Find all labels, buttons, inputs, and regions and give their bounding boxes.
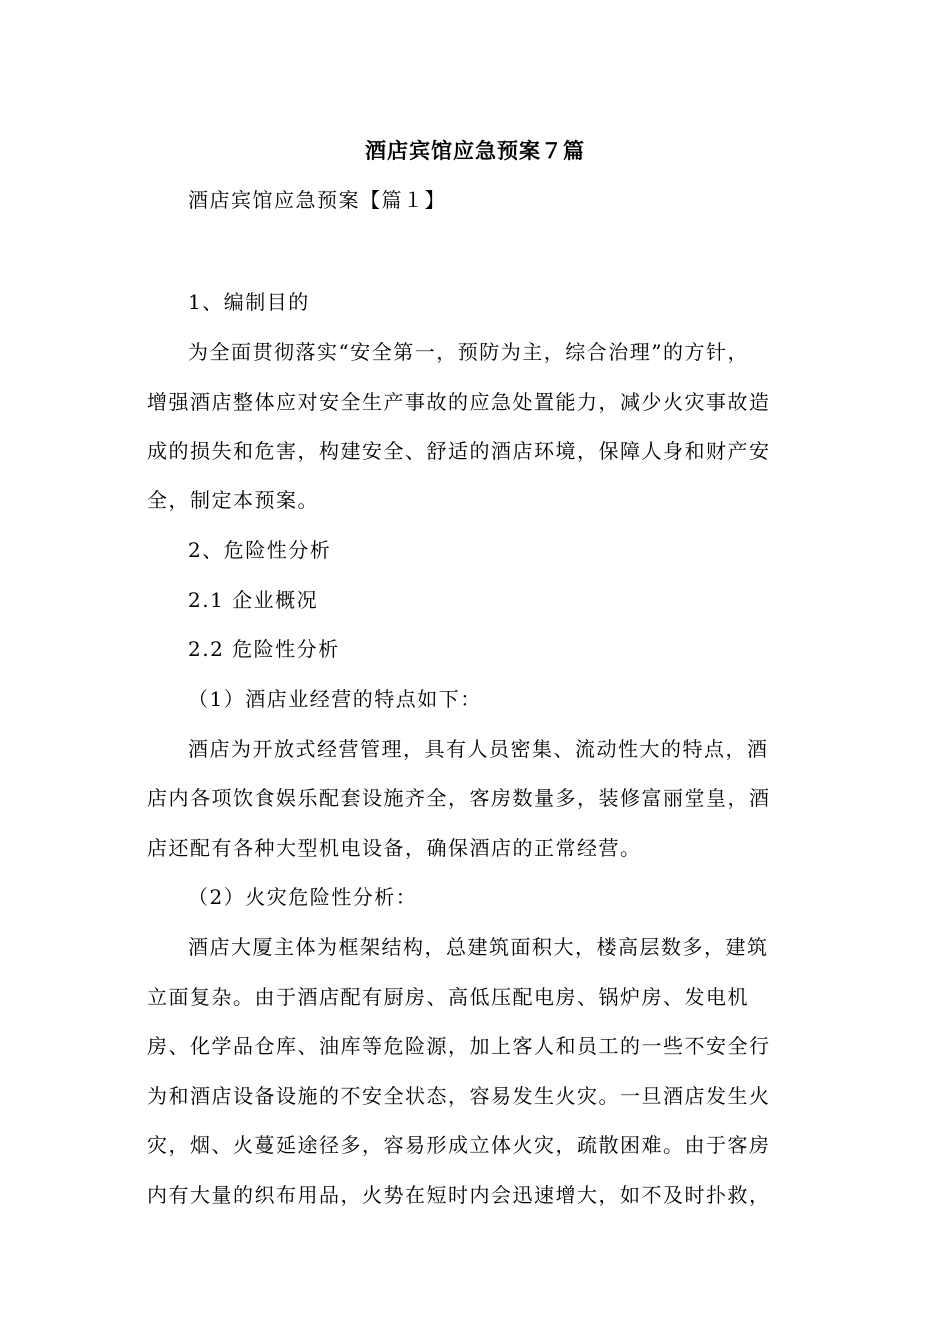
section-1-paragraph-line: 全，制定本预案。	[147, 488, 319, 512]
item-2-paragraph-line: 立面复杂。由于酒店配有厨房、高低压配电房、锅炉房、发电机	[147, 985, 749, 1009]
section-1-paragraph-line: 增强酒店整体应对安全生产事故的应急处置能力，减少火灾事故造	[147, 390, 771, 414]
item-1-heading: （1）酒店业经营的特点如下：	[188, 687, 482, 711]
section-1-paragraph-line: 为全面贯彻落实“安全第一，预防为主，综合治理”的方针，	[188, 340, 749, 364]
section-2-2-heading: 2.2 危险性分析	[188, 637, 340, 661]
item-2-paragraph-line: 为和酒店设备设施的不安全状态，容易发生火灾。一旦酒店发生火	[147, 1084, 771, 1108]
item-2-heading: （2）火灾危险性分析：	[188, 885, 418, 909]
section-1-heading: 1、编制目的	[188, 290, 310, 314]
section-2-heading: 2、危险性分析	[188, 538, 332, 562]
section-2-1-heading: 2.1 企业概况	[188, 588, 319, 612]
document-subtitle: 酒店宾馆应急预案【篇１】	[188, 188, 446, 212]
item-2-paragraph-line: 灾，烟、火蔓延途径多，容易形成立体火灾，疏散困难。由于客房	[147, 1133, 771, 1157]
item-1-paragraph-line: 店内各项饮食娱乐配套设施齐全，客房数量多，装修富丽堂皇，酒	[147, 786, 771, 810]
document-title: 酒店宾馆应急预案７篇	[365, 139, 585, 163]
item-2-paragraph-line: 酒店大厦主体为框架结构，总建筑面积大，楼高层数多，建筑	[188, 935, 769, 959]
item-2-paragraph-line: 房、化学品仓库、油库等危险源，加上客人和员工的一些不安全行	[147, 1034, 771, 1058]
item-1-paragraph-line: 酒店为开放式经营管理，具有人员密集、流动性大的特点，酒	[188, 737, 769, 761]
section-1-paragraph-line: 成的损失和危害，构建安全、舒适的酒店环境，保障人身和财产安	[147, 439, 771, 463]
item-2-paragraph-line: 内有大量的织布用品，火势在短时内会迅速增大，如不及时扑救，	[147, 1183, 771, 1207]
item-1-paragraph-line: 店还配有各种大型机电设备，确保酒店的正常经营。	[147, 836, 642, 860]
